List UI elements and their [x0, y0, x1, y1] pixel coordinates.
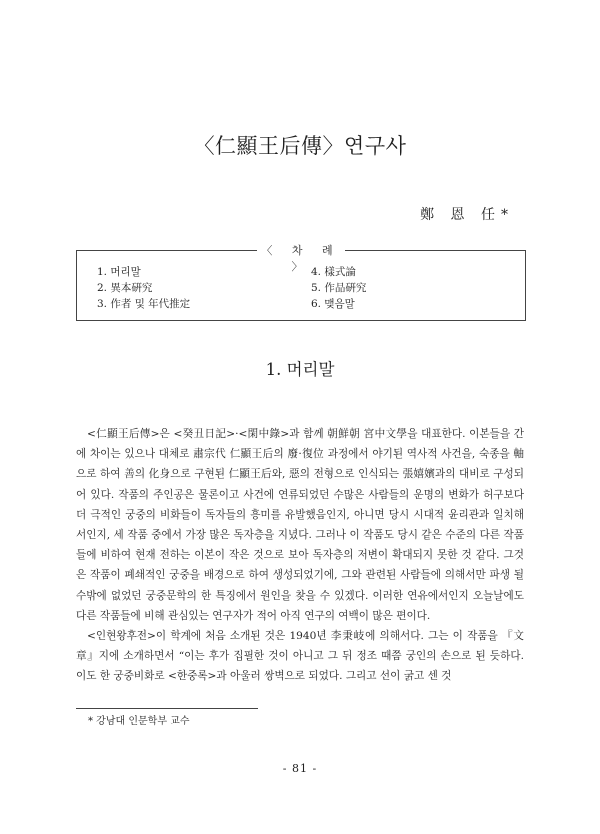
toc-top-border-left: [77, 250, 257, 251]
toc-item: 3. 作者 및 年代推定: [97, 298, 191, 310]
toc-column-right: [311, 264, 366, 312]
toc-item: 1. 머리말: [97, 266, 141, 278]
article-title: 〈仁顯王后傳〉연구사: [193, 134, 407, 158]
toc-item: 4. 樣式論: [311, 266, 356, 278]
author-name: 鄭 恩 任*: [420, 207, 514, 223]
body-text: [76, 424, 524, 687]
table-of-contents: [76, 244, 526, 321]
body-paragraph: <인현왕후전>이 학계에 처음 소개된 것은 1940년 李秉岐에 의해서다. 그는 이 작품을 『文章』지에 소개하면서 “이는 후가 집필한 것이 아니고 그 뒤 정조 때쯤 궁인의 손으로 된 듯하다. 이도 한 궁중비화로 <한중록>과 아울러 쌍벽으로 되었다. 그리고 선이 굵고 센 것: [76, 630, 524, 683]
page-number: - 81 -: [282, 762, 318, 775]
toc-caption: 〈 차 례 〉: [261, 244, 341, 273]
section-heading: 1. 머리말: [265, 360, 335, 379]
toc-item: 2. 異本硏究: [97, 282, 153, 294]
footnote-divider: [76, 708, 258, 709]
body-paragraph: <仁顯王后傳>은 <癸丑日記>·<閑中錄>과 함께 朝鮮朝 宮中文學을 대표한다. 이본들을 간에 차이는 있으나 대체로 肅宗代 仁顯王后의 廢·復位 과정에서 야기된 역사적 사건을, 숙종을 軸으로 하여 善의 化身으로 구현된 仁顯王后와, 惡의 전형으로 인식되는 張嬉嬪과의 대비로 구성되어 있다. 작품의 주인공은 물론이고 사건에 연류되었던 수많은 사람들의 운명의 변화가 허구보다 더 극적인 궁중의 비화들이 독자들의 흥미를 유발했음인지, 아니면 당시 시대적 윤리관과 일치해서인지, 세 작품 중에서 가장 많은 독자층을 지녔다. 그러나 이 작품도 당시 같은 수준의 다른 작품들에 비하여 현재 전하는 이본이 작은 것으로 보아 독자층의 저변이 확대되지 못한 것 같다. 그것은 작품이 폐쇄적인 궁중을 배경으로 하여 생성되었기에, 그와 관련된 사람들에 의해서만 파생 될 수밖에 없었던 궁중문학의 한 특징에서 원인을 찾을 수 있겠다. 이러한 연유에서인지 오늘날에도 다른 작품들에 비해 관심있는 연구자가 적어 아직 연구의 여백이 많은 편이다.: [76, 428, 524, 622]
toc-item: 6. 맺음말: [311, 298, 355, 310]
toc-top-border-right: [345, 250, 525, 251]
toc-item: 5. 作品硏究: [311, 282, 367, 294]
toc-column-left: [97, 264, 190, 312]
footnote: * 강남대 인문학부 교수: [88, 716, 190, 727]
